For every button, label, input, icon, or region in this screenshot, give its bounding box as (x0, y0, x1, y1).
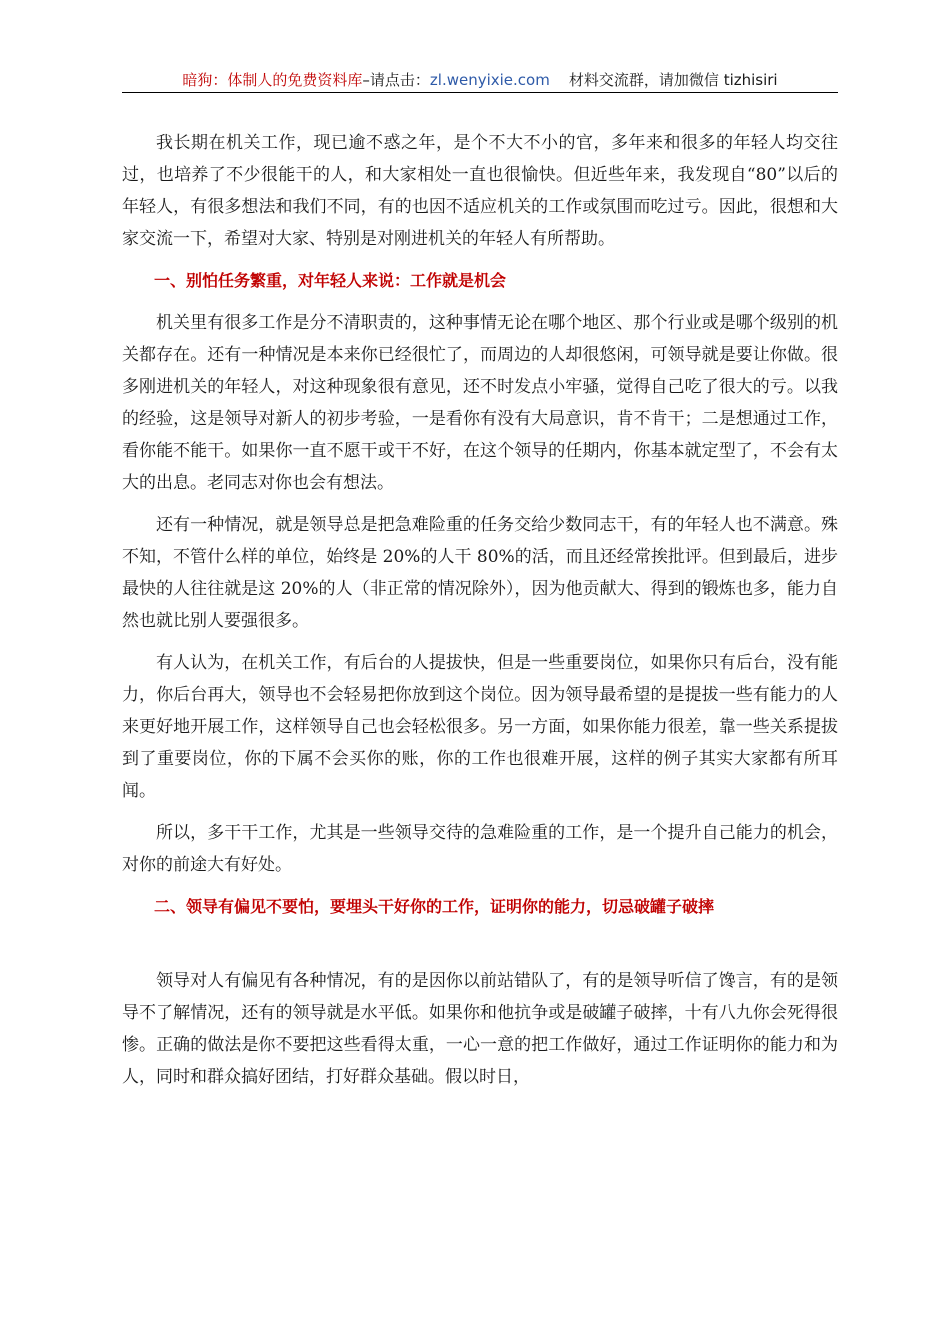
section-2-heading: 二、领导有偏见不要怕，要埋头干好你的工作，证明你的能力，切忌破罐子破摔 (154, 897, 715, 916)
section-2-paragraph-1: 领导对人有偏见有各种情况，有的是因你以前站错队了，有的是领导听信了馋言，有的是领导不了解情况，还有的领导就是水平低。如果你和他抗争或是破罐子破摔，十有八九你会死得很惨。正确的做法是你不要把这些看得太重，一心一意的把工作做好，通过工作证明你的能力和为人，同时和群众搞好团结，打好群众基础。假以时日， (122, 971, 838, 1087)
section-1-heading: 一、别怕任务繁重，对年轻人来说：工作就是机会 (154, 271, 507, 290)
page-header (122, 70, 838, 93)
section-1-paragraph-3: 有人认为，在机关工作，有后台的人提拔快，但是一些重要岗位，如果你只有后台，没有能力，你后台再大，领导也不会轻易把你放到这个岗位。因为领导最希望的是提拔一些有能力的人来更好地开展工作，这样领导自己也会轻松很多。另一方面，如果你能力很差，靠一些关系提拔到了重要岗位，你的下属不会买你的账，你的工作也很难开展，这样的例子其实大家都有所耳闻。 (122, 653, 838, 801)
section-1-paragraph-1: 机关里有很多工作是分不清职责的，这种事情无论在哪个地区、那个行业或是哪个级别的机关都存在。还有一种情况是本来你已经很忙了，而周边的人却很悠闲，可领导就是要让你做。很多刚进机关的年轻人，对这种现象很有意见，还不时发点小牢骚，觉得自己吃了很大的亏。以我的经验，这是领导对新人的初步考验，一是看你有没有大局意识，肯不肯干；二是想通过工作，看你能不能干。如果你一直不愿干或干不好，在这个领导的任期内，你基本就定型了，不会有太大的出息。老同志对你也会有想法。 (122, 313, 838, 493)
document-body (122, 127, 838, 1103)
header-click-prompt: –请点击： (362, 71, 430, 89)
intro-paragraph: 我长期在机关工作，现已逾不惑之年，是个不大不小的官，多年来和很多的年轻人均交往过，也培养了不少很能干的人，和大家相处一直也很愉快。但近些年来，我发现自“80”以后的年轻人，有很多想法和我们不同，有的也因不适应机关的工作或氛围而吃过亏。因此，很想和大家交流一下，希望对大家、特别是对刚进机关的年轻人有所帮助。 (122, 133, 838, 249)
section-1-paragraph-2: 还有一种情况，就是领导总是把急难险重的任务交给少数同志干，有的年轻人也不满意。殊不知，不管什么样的单位，始终是 20%的人干 80%的活，而且还经常挨批评。但到最后，进步最快的人往往就是这 20%的人（非正常的情况除外），因为他贡献大、得到的锻炼也多，能力自然也就比别人要强很多。 (122, 515, 838, 631)
header-url-link[interactable]: zl.wenyixie.com (429, 71, 550, 89)
header-site-name: 暗狗：体制人的免费资料库 (182, 71, 363, 89)
header-group-note: 材料交流群，请加微信 tizhisiri (568, 71, 778, 89)
section-1-paragraph-4: 所以，多干干工作，尤其是一些领导交待的急难险重的工作，是一个提升自己能力的机会，对你的前途大有好处。 (122, 823, 838, 875)
